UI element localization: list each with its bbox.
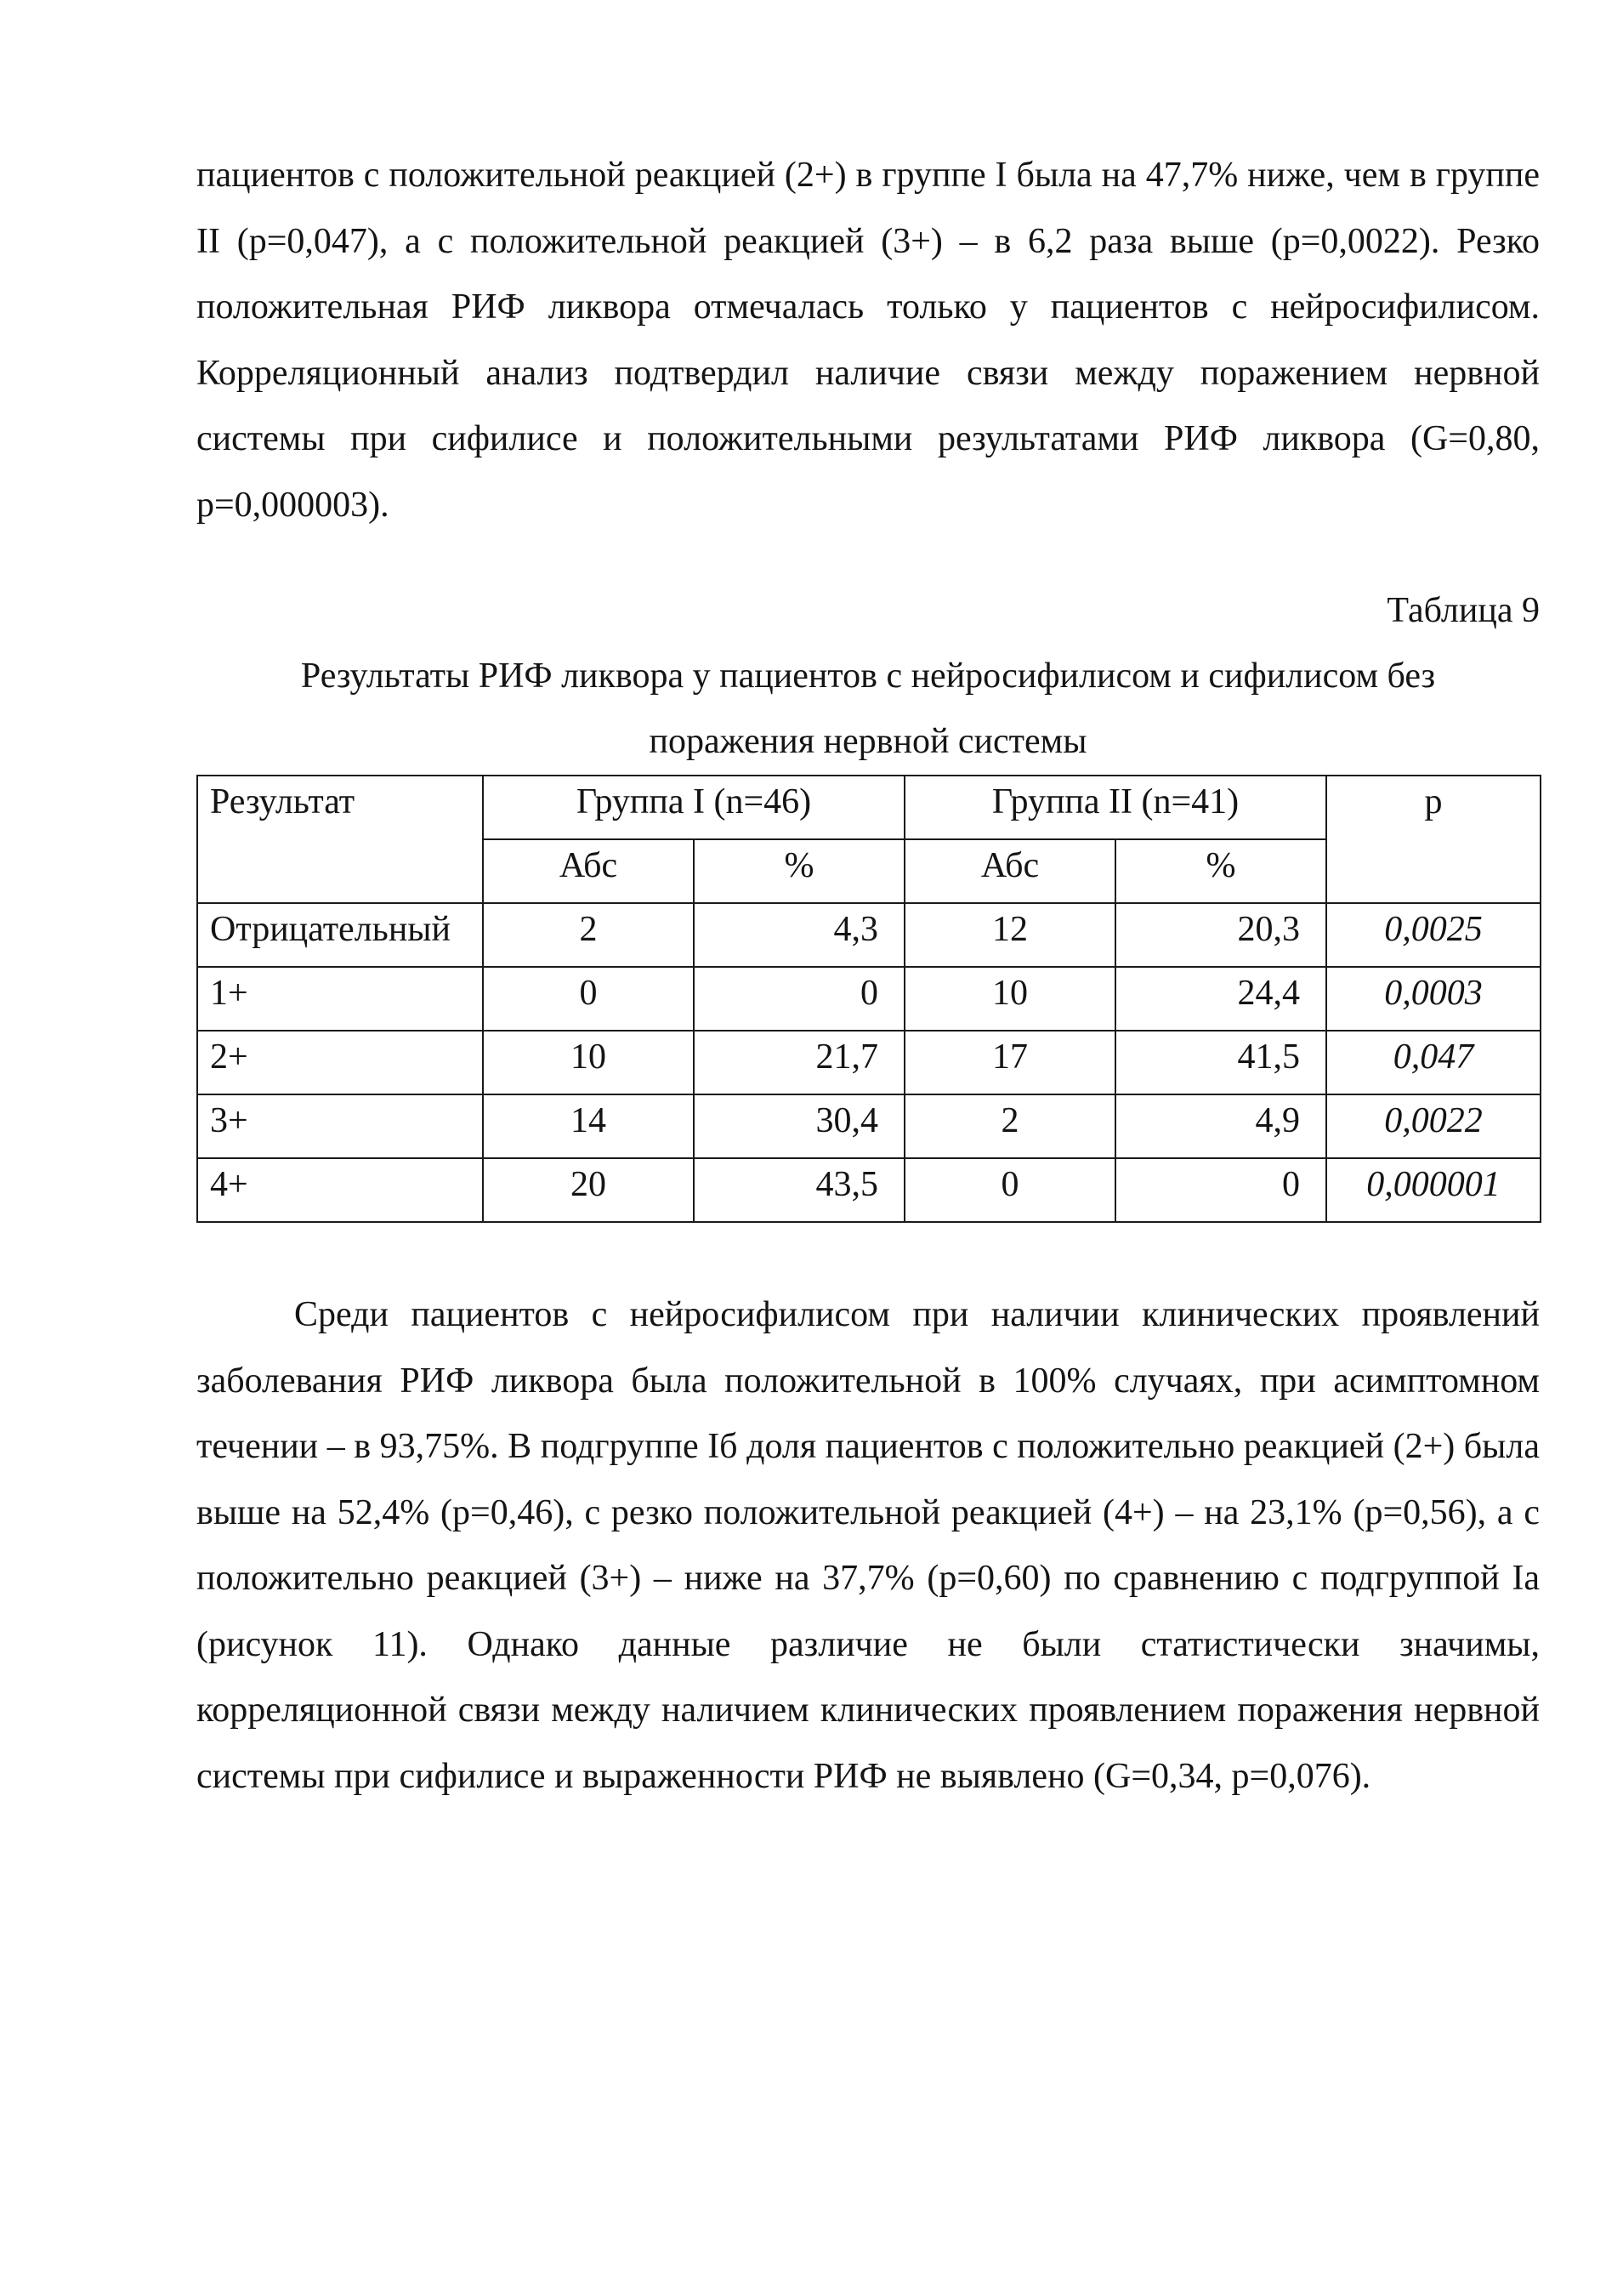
paragraph-results-intro: пациентов с положительной реакцией (2+) в группе I была на 47,7% ниже, чем в группе II (p=0,047), а с положительной реакцией (3+) – в 6,2 раза выше (p=0,0022). Резко положительная РИФ ликвора отмечалась только у пациентов с нейросифилисом. Корреляционный анализ подтвердил наличие связи между поражением нервной системы при сифилисе и положительными результатами РИФ ликвора (G=0,80, p=0,000003). bbox=[196, 156, 1540, 525]
cell-group-1-abs: 10 bbox=[483, 1031, 694, 1094]
cell-p-value: 0,0003 bbox=[1326, 967, 1541, 1031]
cell-group-2-pct: 24,4 bbox=[1115, 967, 1326, 1031]
cell-group-2-pct: 20,3 bbox=[1115, 903, 1326, 967]
header-result: Результат bbox=[197, 776, 483, 903]
header-group-1-abs: Абс bbox=[483, 839, 694, 903]
rif-results-table bbox=[196, 775, 1541, 1223]
page-content bbox=[196, 143, 1540, 1810]
table-caption: Результаты РИФ ликвора у пациентов с нейросифилисом и сифилисом без поражения нервной системы bbox=[300, 656, 1436, 761]
cell-group-2-pct: 4,9 bbox=[1115, 1094, 1326, 1158]
cell-p-value: 0,0025 bbox=[1326, 903, 1541, 967]
table-row bbox=[197, 1094, 1541, 1158]
cell-result: 3+ bbox=[197, 1094, 483, 1158]
table-header-row bbox=[197, 776, 1541, 839]
cell-group-1-abs: 14 bbox=[483, 1094, 694, 1158]
cell-group-2-pct: 41,5 bbox=[1115, 1031, 1326, 1094]
cell-group-1-pct: 30,4 bbox=[694, 1094, 905, 1158]
header-group-2-abs: Абс bbox=[905, 839, 1115, 903]
cell-group-2-abs: 2 bbox=[905, 1094, 1115, 1158]
cell-p-value: 0,0022 bbox=[1326, 1094, 1541, 1158]
cell-group-1-pct: 21,7 bbox=[694, 1031, 905, 1094]
cell-group-2-abs: 12 bbox=[905, 903, 1115, 967]
table-row bbox=[197, 1158, 1541, 1222]
header-group-1: Группа I (n=46) bbox=[483, 776, 905, 839]
cell-group-2-abs: 0 bbox=[905, 1158, 1115, 1222]
paragraph-subgroup-analysis: Среди пациентов с нейросифилисом при наличии клинических проявлений заболевания РИФ ликвора была положительной в 100% случаях, при асимптомном течении – в 93,75%. В подгруппе Iб доля пациентов с положительно реакцией (2+) была выше на 52,4% (p=0,46), с резко положительной реакцией (4+) – на 23,1% (p=0,56), а с положительно реакцией (3+) – ниже на 37,7% (p=0,60) по сравнению с подгруппой Ia (рисунок 11). Однако данные различие не были статистически значимы, корреляционной связи между наличием клинических проявлением поражения нервной системы при сифилисе и выраженности РИФ не выявлено (G=0,34, p=0,076). bbox=[196, 1295, 1540, 1796]
cell-group-1-pct: 4,3 bbox=[694, 903, 905, 967]
cell-result: 2+ bbox=[197, 1031, 483, 1094]
table-row bbox=[197, 903, 1541, 967]
cell-group-2-abs: 10 bbox=[905, 967, 1115, 1031]
cell-group-1-abs: 20 bbox=[483, 1158, 694, 1222]
table-row bbox=[197, 1031, 1541, 1094]
cell-result: Отрицательный bbox=[197, 903, 483, 967]
cell-p-value: 0,047 bbox=[1326, 1031, 1541, 1094]
cell-group-1-pct: 43,5 bbox=[694, 1158, 905, 1222]
table-label: Таблица 9 bbox=[1387, 591, 1540, 630]
cell-result: 4+ bbox=[197, 1158, 483, 1222]
cell-group-2-abs: 17 bbox=[905, 1031, 1115, 1094]
header-group-2-pct: % bbox=[1115, 839, 1326, 903]
cell-group-1-abs: 2 bbox=[483, 903, 694, 967]
cell-group-1-pct: 0 bbox=[694, 967, 905, 1031]
table-row bbox=[197, 967, 1541, 1031]
header-group-1-pct: % bbox=[694, 839, 905, 903]
cell-group-1-abs: 0 bbox=[483, 967, 694, 1031]
cell-p-value: 0,000001 bbox=[1326, 1158, 1541, 1222]
cell-group-2-pct: 0 bbox=[1115, 1158, 1326, 1222]
header-p-value: p bbox=[1326, 776, 1541, 903]
cell-result: 1+ bbox=[197, 967, 483, 1031]
header-group-2: Группа II (n=41) bbox=[905, 776, 1326, 839]
